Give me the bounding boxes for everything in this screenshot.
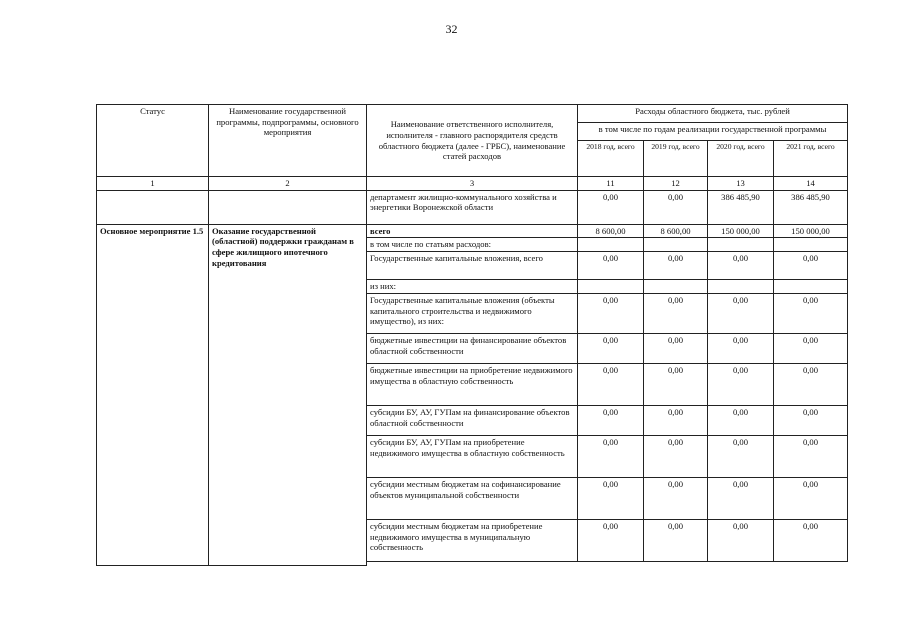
value-cell: [644, 563, 708, 565]
value-cell: 0,00: [774, 405, 848, 435]
header-row: [97, 105, 848, 123]
row-label: в том числе по статьям расходов:: [367, 238, 578, 252]
row-label: субсидии местным бюджетам на софинансирование объектов муниципальной собственности: [367, 477, 578, 519]
value-cell: [578, 238, 644, 252]
value-cell: [644, 238, 708, 252]
value-cell: 0,00: [578, 519, 644, 561]
value-cell: 0,00: [578, 293, 644, 333]
col-number: 14: [774, 177, 848, 191]
value-cell: 8 600,00: [644, 224, 708, 238]
table-row: [97, 190, 848, 224]
value-cell: 0,00: [578, 435, 644, 477]
row-label: департамент жилищно-коммунального хозяйства и энергетики Воронежской области: [367, 190, 578, 224]
value-cell: 0,00: [644, 333, 708, 363]
value-cell: 150 000,00: [774, 224, 848, 238]
value-cell: 0,00: [774, 477, 848, 519]
col-number: 2: [209, 177, 367, 191]
program-cell: Оказание государственной (областной) поддержки гражданам в сфере жилищного ипотечного кредитования: [209, 224, 367, 565]
row-label: субсидии БУ, АУ, ГУПам на финансирование объектов областной собственности: [367, 405, 578, 435]
header-year: 2019 год, всего: [644, 141, 708, 177]
value-cell: 8 600,00: [578, 224, 644, 238]
header-program-name: Наименование государственной программы, подпрограммы, основного мероприятия: [209, 105, 367, 177]
value-cell: 0,00: [708, 435, 774, 477]
value-cell: 0,00: [644, 190, 708, 224]
table-row: [97, 224, 848, 238]
row-label: бюджетные инвестиции на финансирование объектов областной собственности: [367, 333, 578, 363]
value-cell: 150 000,00: [708, 224, 774, 238]
value-cell: [708, 280, 774, 294]
column-number-row: [97, 177, 848, 191]
value-cell: [578, 280, 644, 294]
page-number: 32: [445, 22, 458, 36]
row-label: субсидии БУ, АУ, ГУПам на приобретение недвижимого имущества в областную собственность: [367, 435, 578, 477]
value-cell: [708, 238, 774, 252]
program-cell: [209, 190, 367, 224]
value-cell: 0,00: [774, 333, 848, 363]
value-cell: 0,00: [578, 477, 644, 519]
value-cell: 0,00: [578, 363, 644, 405]
row-label: бюджетные инвестиции на приобретение недвижимого имущества в областную собственность: [367, 363, 578, 405]
value-cell: 0,00: [578, 190, 644, 224]
col-number: 11: [578, 177, 644, 191]
status-cell: [97, 190, 209, 224]
value-cell: 0,00: [708, 363, 774, 405]
value-cell: [774, 280, 848, 294]
header-by-years: в том числе по годам реализации государственной программы: [578, 123, 848, 141]
value-cell: 386 485,90: [774, 190, 848, 224]
value-cell: [774, 563, 848, 565]
value-cell: 0,00: [644, 477, 708, 519]
value-cell: 0,00: [644, 405, 708, 435]
col-number: 3: [367, 177, 578, 191]
row-label: из них:: [367, 280, 578, 294]
row-label: субсидии местным бюджетам на приобретение недвижимого имущества в муниципальную собственность: [367, 519, 578, 561]
col-number: 12: [644, 177, 708, 191]
value-cell: 0,00: [774, 435, 848, 477]
value-cell: 0,00: [708, 519, 774, 561]
value-cell: 0,00: [644, 363, 708, 405]
value-cell: 386 485,90: [708, 190, 774, 224]
value-cell: 0,00: [644, 252, 708, 280]
value-cell: 0,00: [708, 333, 774, 363]
value-cell: 0,00: [644, 435, 708, 477]
value-cell: 0,00: [644, 293, 708, 333]
value-cell: 0,00: [708, 252, 774, 280]
status-cell: Основное мероприятие 1.5: [97, 224, 209, 565]
value-cell: 0,00: [774, 293, 848, 333]
value-cell: 0,00: [578, 252, 644, 280]
value-cell: [578, 563, 644, 565]
value-cell: 0,00: [774, 363, 848, 405]
value-cell: 0,00: [708, 293, 774, 333]
header-year: 2021 год, всего: [774, 141, 848, 177]
col-number: 1: [97, 177, 209, 191]
header-expenses: Расходы областного бюджета, тыс. рублей: [578, 105, 848, 123]
value-cell: [708, 563, 774, 565]
col-number: 13: [708, 177, 774, 191]
row-label: Государственные капитальные вложения (объекты капитального строительства и недвижимого имущество), из них:: [367, 293, 578, 333]
value-cell: 0,00: [774, 252, 848, 280]
value-cell: 0,00: [578, 405, 644, 435]
header-executor: Наименование ответственного исполнителя, исполнителя - главного распорядителя средств областного бюджета (далее - ГРБС), наименование статей расходов: [367, 105, 578, 177]
value-cell: 0,00: [708, 405, 774, 435]
header-year: 2018 год, всего: [578, 141, 644, 177]
row-label: всего: [367, 224, 578, 238]
value-cell: 0,00: [708, 477, 774, 519]
value-cell: [774, 238, 848, 252]
header-year: 2020 год, всего: [708, 141, 774, 177]
value-cell: 0,00: [644, 519, 708, 561]
row-label: Государственные капитальные вложения, всего: [367, 252, 578, 280]
value-cell: [644, 280, 708, 294]
value-cell: 0,00: [578, 333, 644, 363]
value-cell: 0,00: [774, 519, 848, 561]
header-status: Статус: [97, 105, 209, 177]
budget-table: [96, 104, 848, 566]
row-label: [367, 563, 578, 565]
